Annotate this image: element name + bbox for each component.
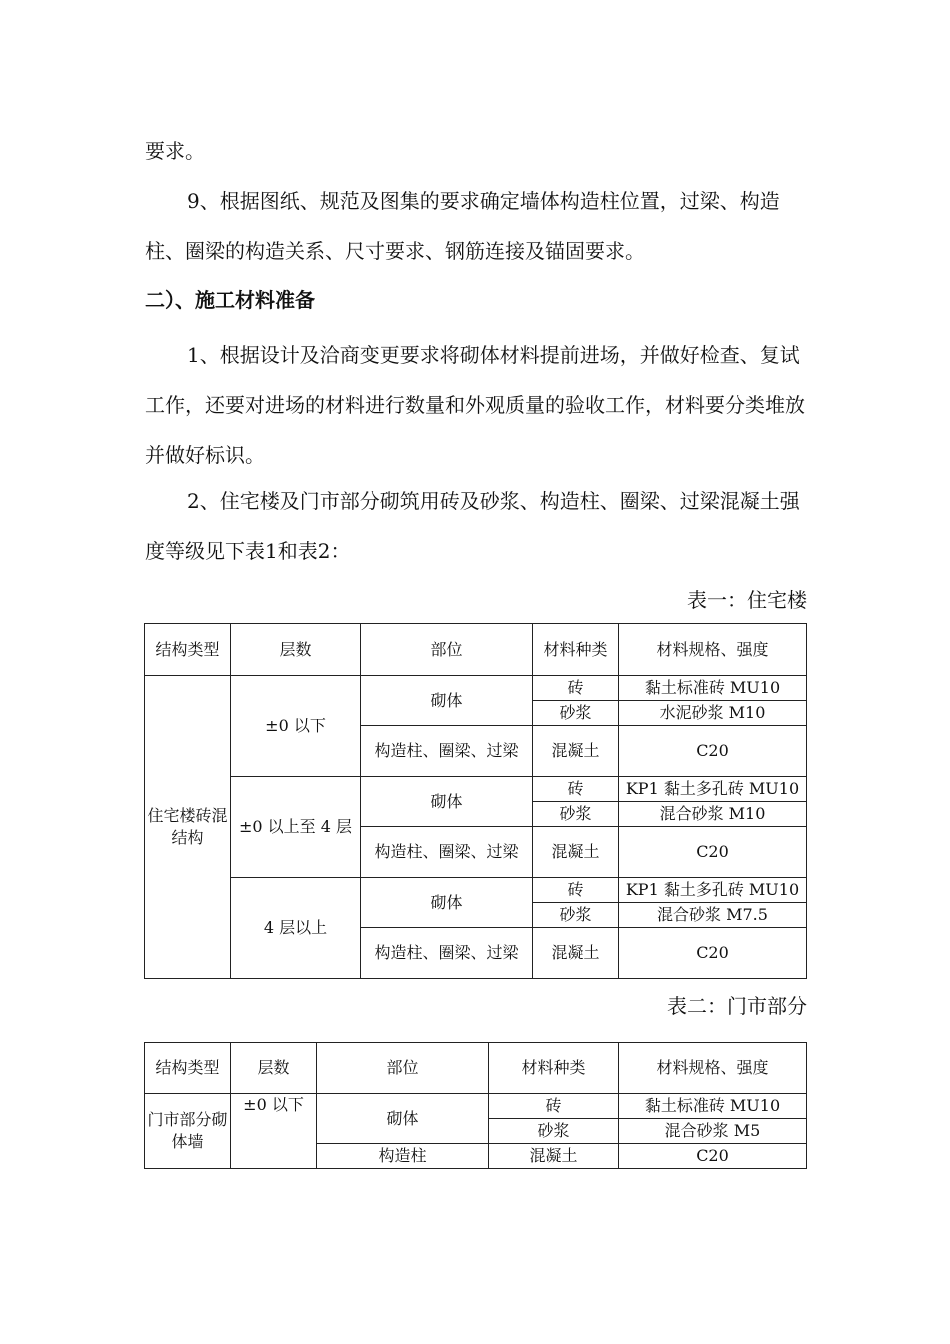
position-cell: 构造柱、圈梁、过梁 [361,726,533,777]
material-cell: 砖 [533,676,619,701]
table-row [145,1094,807,1119]
table-row [145,878,807,903]
position-cell: 砌体 [361,676,533,726]
material-cell: 混凝土 [489,1144,619,1169]
table-header-row [145,624,807,676]
material-cell: 混凝土 [533,928,619,979]
material-cell: 砂浆 [533,903,619,928]
spec-cell: 混合砂浆 M7.5 [619,903,807,928]
spec-cell: 混合砂浆 M10 [619,802,807,827]
paragraph-continued: 要求。 [145,139,205,163]
spec-cell: KP1 黏土多孔砖 MU10 [619,878,807,903]
header-cell: 结构类型 [145,624,231,676]
table2-storefront [144,1042,807,1169]
header-cell: 层数 [231,624,361,676]
floors-cell: ±0 以下 [231,676,361,777]
material-cell: 砖 [533,878,619,903]
floors-cell: ±0 以上至 4 层 [231,777,361,878]
material-cell: 砖 [489,1094,619,1119]
material-cell: 砖 [533,777,619,802]
table2-caption: 表二：门市部分 [667,994,807,1018]
table-row [145,676,807,701]
material-cell: 砂浆 [533,802,619,827]
spec-cell: C20 [619,1144,807,1169]
table-header-row [145,1043,807,1094]
header-cell: 材料种类 [489,1043,619,1094]
paragraph-item-1: 1、根据设计及洽商变更要求将砌体材料提前进场，并做好检查、复试工作，还要对进场的材料进行数量和外观质量的验收工作，材料要分类堆放并做好标识。 [145,343,805,467]
floors-cell: 4 层以上 [231,878,361,979]
position-cell: 砌体 [361,878,533,928]
header-cell: 材料规格、强度 [619,1043,807,1094]
position-cell: 砌体 [317,1094,489,1144]
material-cell: 混凝土 [533,726,619,777]
spec-cell: C20 [619,928,807,979]
header-cell: 部位 [317,1043,489,1094]
paragraph-item-9: 9、根据图纸、规范及图集的要求确定墙体构造柱位置，过梁、构造柱、圈梁的构造关系、尺寸要求、钢筋连接及锚固要求。 [145,189,780,263]
spec-cell: C20 [619,827,807,878]
spec-cell: 混合砂浆 M5 [619,1119,807,1144]
position-cell: 构造柱 [317,1144,489,1169]
spec-cell: 黏土标准砖 MU10 [619,676,807,701]
spec-cell: KP1 黏土多孔砖 MU10 [619,777,807,802]
header-cell: 材料规格、强度 [619,624,807,676]
table1-caption: 表一：住宅楼 [687,588,807,612]
table1-residential [144,623,807,979]
spec-cell: 黏土标准砖 MU10 [619,1094,807,1119]
position-cell: 构造柱、圈梁、过梁 [361,928,533,979]
paragraph-item-2: 2、住宅楼及门市部分砌筑用砖及砂浆、构造柱、圈梁、过梁混凝土强度等级见下表1和表2： [145,489,800,563]
spec-cell: C20 [619,726,807,777]
floors-cell: ±0 以下 [231,1094,317,1169]
table-row [145,777,807,802]
material-cell: 砂浆 [489,1119,619,1144]
header-cell: 部位 [361,624,533,676]
header-cell: 层数 [231,1043,317,1094]
header-cell: 材料种类 [533,624,619,676]
material-cell: 混凝土 [533,827,619,878]
structure-type-cell: 住宅楼砖混结构 [145,676,231,979]
material-cell: 砂浆 [533,701,619,726]
position-cell: 构造柱、圈梁、过梁 [361,827,533,878]
spec-cell: 水泥砂浆 M10 [619,701,807,726]
header-cell: 结构类型 [145,1043,231,1094]
position-cell: 砌体 [361,777,533,827]
structure-type-cell: 门市部分砌体墙 [145,1094,231,1169]
section-heading: 二）、施工材料准备 [145,288,315,312]
